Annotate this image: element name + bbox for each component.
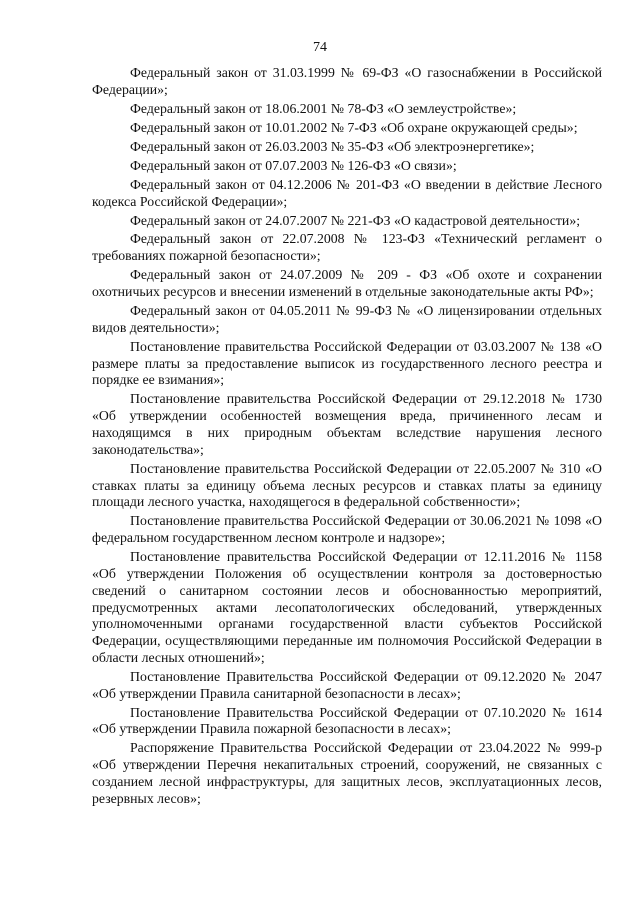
- list-item: Постановление правительства Российской Федерации от 03.03.2007 № 138 «О размере платы за предоставление выписок из государственного лесного реестра и порядке ее взимания»;: [92, 338, 602, 388]
- list-item: Федеральный закон от 22.07.2008 № 123-ФЗ «Технический регламент о требованиях пожарной безопасности»;: [92, 231, 602, 264]
- list-item: Постановление правительства Российской Федерации от 12.11.2016 № 1158 «Об утверждении Положения об осуществлении контроля за достоверностью сведений о санитарном состоянии лесов и обоснованностью мероприятий, предусмотренных актами лесопатологических обследований, утвержденных уполномоченными органами государственной власти субъектов Российской Федерации, осуществляющими переданные им полномочия Российской Федерации в области лесных отношений»;: [92, 549, 602, 665]
- legal-acts-list: [92, 65, 602, 810]
- page-number: 74: [313, 40, 327, 55]
- list-item: Распоряжение Правительства Российской Федерации от 23.04.2022 № 999-р «Об утверждении Перечня некапитальных строений, сооружений, не связанных с созданием лесной инфраструктуры, для защитных лесов, эксплуатационных лесов, резервных лесов»;: [92, 740, 602, 806]
- list-item: Постановление Правительства Российской Федерации от 07.10.2020 № 1614 «Об утверждении Правила пожарной безопасности в лесах»;: [92, 704, 602, 737]
- list-item: Федеральный закон от 24.07.2007 № 221-ФЗ «О кадастровой деятельности»;: [130, 212, 581, 228]
- list-item: Федеральный закон от 18.06.2001 № 78-ФЗ «О землеустройстве»;: [130, 100, 517, 116]
- list-item: Федеральный закон от 04.12.2006 № 201-ФЗ «О введении в действие Лесного кодекса Российской Федерации»;: [92, 176, 602, 209]
- list-item: Постановление правительства Российской Федерации от 22.05.2007 № 310 «О ставках платы за единицу объема лесных ресурсов и ставках платы за единицу площади лесного участка, находящегося в федеральной собственности»;: [92, 460, 602, 510]
- list-item: Постановление правительства Российской Федерации от 30.06.2021 № 1098 «О федеральном государственном лесном контроле и надзоре»;: [92, 513, 602, 546]
- list-item: Федеральный закон от 07.07.2003 № 126-ФЗ «О связи»;: [130, 157, 457, 173]
- list-item: Федеральный закон от 04.05.2011 № 99-ФЗ № «О лицензировании отдельных видов деятельности»;: [92, 303, 602, 335]
- list-item: Постановление Правительства Российской Федерации от 09.12.2020 № 2047 «Об утверждении Правила санитарной безопасности в лесах»;: [92, 668, 602, 701]
- list-item: Федеральный закон от 26.03.2003 № 35-ФЗ «Об электроэнергетике»;: [130, 138, 535, 154]
- list-item: Федеральный закон от 31.03.1999 № 69-ФЗ «О газоснабжении в Российской Федерации»;: [92, 65, 602, 97]
- list-item: Постановление правительства Российской Федерации от 29.12.2018 № 1730 «Об утверждении особенностей возмещения вреда, причиненного лесам и находящимся в них природным объектам вследствие нарушения лесного законодательства»;: [92, 391, 602, 457]
- list-item: Федеральный закон от 24.07.2009 № 209 - ФЗ «Об охоте и сохранении охотничьих ресурсов и внесении изменений в отдельные законодательные акты РФ»;: [92, 267, 602, 300]
- list-item: Федеральный закон от 10.01.2002 № 7-ФЗ «Об охране окружающей среды»;: [130, 119, 578, 135]
